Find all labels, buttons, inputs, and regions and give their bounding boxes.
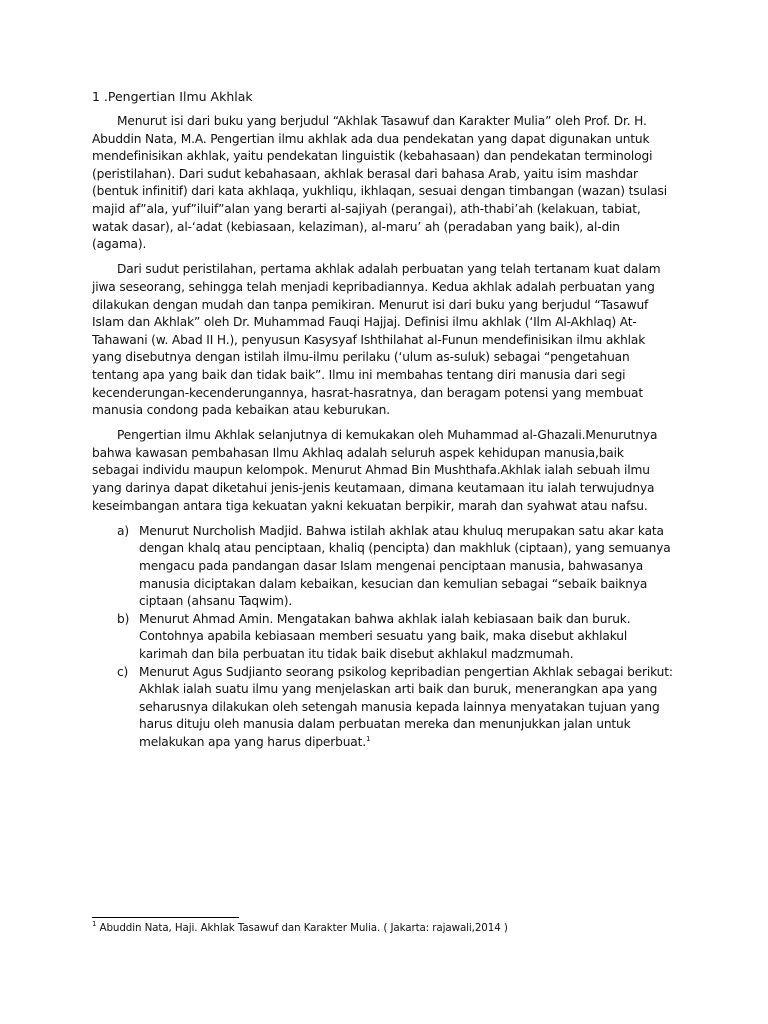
- list-item-text: Menurut Agus Sudjianto seorang psikolog kepribadian pengertian Akhlak sebagai berikut: Akhlak ialah suatu ilmu yang menjelaskan arti baik dan buruk, menerangkan apa yang seharusnya dilakukan oleh setengah manusia kepada lainnya menyatakan tujuan yang harus dituju oleh manusia dalam perbuatan mereka dan menunjukkan jalan untuk melakukan apa yang harus diperbuat.: [139, 664, 673, 749]
- list-marker: b): [117, 611, 130, 626]
- list-item: [92, 611, 674, 664]
- footnote-text: Abuddin Nata, Haji. Akhlak Tasawuf dan Karakter Mulia. ( Jakarta: rajawali,2014 ): [96, 922, 508, 934]
- paragraph: Pengertian ilmu Akhlak selanjutnya di kemukakan oleh Muhammad al-Ghazali.Menurutnya bahwa kawasan pembahasan Ilmu Akhlaq adalah seluruh aspek kehidupan manusia,baik sebagai individu maupun kelompok. Menurut Ahmad Bin Mushthafa.Akhlak ialah sebuah ilmu yang darinya dapat diketahui jenis-jenis keutamaan, dimana keutamaan itu ialah terwujudnya keseimbangan antara tiga kekuatan yakni kekuatan berpikir, marah dan syahwat atau nafsu.: [92, 428, 658, 513]
- list-item-text: Menurut Nurcholish Madjid. Bahwa istilah akhlak atau khuluq merupakan satu akar kata dengan khalq atau penciptaan, khaliq (pencipta) dan makhluk (ciptaan), yang semuanya mengacu pada pandangan dasar Islam mengenai penciptaan manusia, bahwasanya manusia diciptakan dalam kebaikan, kesucian dan kemulian sebagai “sebaik baiknya ciptaan (ahsanu Taqwim).: [139, 523, 671, 609]
- footnote-reference[interactable]: 1: [365, 734, 371, 743]
- list-marker: a): [117, 523, 129, 538]
- footnote-separator: [92, 917, 239, 918]
- list-item: [92, 664, 674, 752]
- footnote-number: 1: [92, 920, 97, 928]
- list-marker: c): [117, 664, 129, 679]
- paragraph: Menurut isi dari buku yang berjudul “Akhlak Tasawuf dan Karakter Mulia” oleh Prof. Dr. H. Abuddin Nata, M.A. Pengertian ilmu akhlak ada dua pendekatan yang dapat digunakan untuk mendefinisikan akhlak, yaitu pendekatan linguistik (kebahasaan) dan pendekatan terminologi (peristilahan). Dari sudut kebahasaan, akhlak berasal dari bahasa Arab, yaitu isim mashdar (bentuk infinitif) dari kata akhlaqa, yukhliqu, ikhlaqan, sesuai dengan timbangan (wazan) tsulasi majid af”ala, yuf”iluif”alan yang berarti al-sajiyah (perangai), ath-thabi’ah (kelakuan, tabiat, watak dasar), al-‘adat (kebiasaan, kelaziman), al-maru’ ah (peradaban yang baik), al-din (agama).: [92, 114, 667, 252]
- list-item: [92, 523, 674, 611]
- footnote: [92, 921, 508, 935]
- list-item-text: Menurut Ahmad Amin. Mengatakan bahwa akhlak ialah kebiasaan baik dan buruk. Contohnya apabila kebiasaan memberi sesuatu yang baik, maka disebut akhlakul karimah dan bila perbuatan itu tidak baik disebut akhlakul madzmumah.: [139, 611, 631, 661]
- definition-list: [92, 523, 674, 752]
- section-heading: 1 .Pengertian Ilmu Akhlak: [92, 89, 253, 104]
- paragraph: Dari sudut peristilahan, pertama akhlak adalah perbuatan yang telah tertanam kuat dalam jiwa seseorang, sehingga telah menjadi kepribadiannya. Kedua akhlak adalah perbuatan yang dilakukan dengan mudah dan tanpa pemikiran. Menurut isi dari buku yang berjudul “Tasawuf Islam dan Akhlak” oleh Dr. Muhammad Fauqi Hajjaj. Definisi ilmu akhlak (‘Ilm Al-Akhlaq) At-Tahawani (w. Abad II H.), penyusun Kasysyaf Ishthilahat al-Funun mendefinisikan ilmu akhlak yang disebutnya dengan istilah ilmu-ilmu perilaku (‘ulum as-suluk) sebagai “pengetahuan tentang apa yang baik dan tidak baik”. Ilmu ini membahas tentang diri manusia dari segi kecenderungan-kecenderungannya, hasrat-hasratnya, dan beragam potensi yang membuat manusia condong pada kebaikan atau keburukan.: [92, 262, 661, 418]
- body-text: [92, 113, 674, 752]
